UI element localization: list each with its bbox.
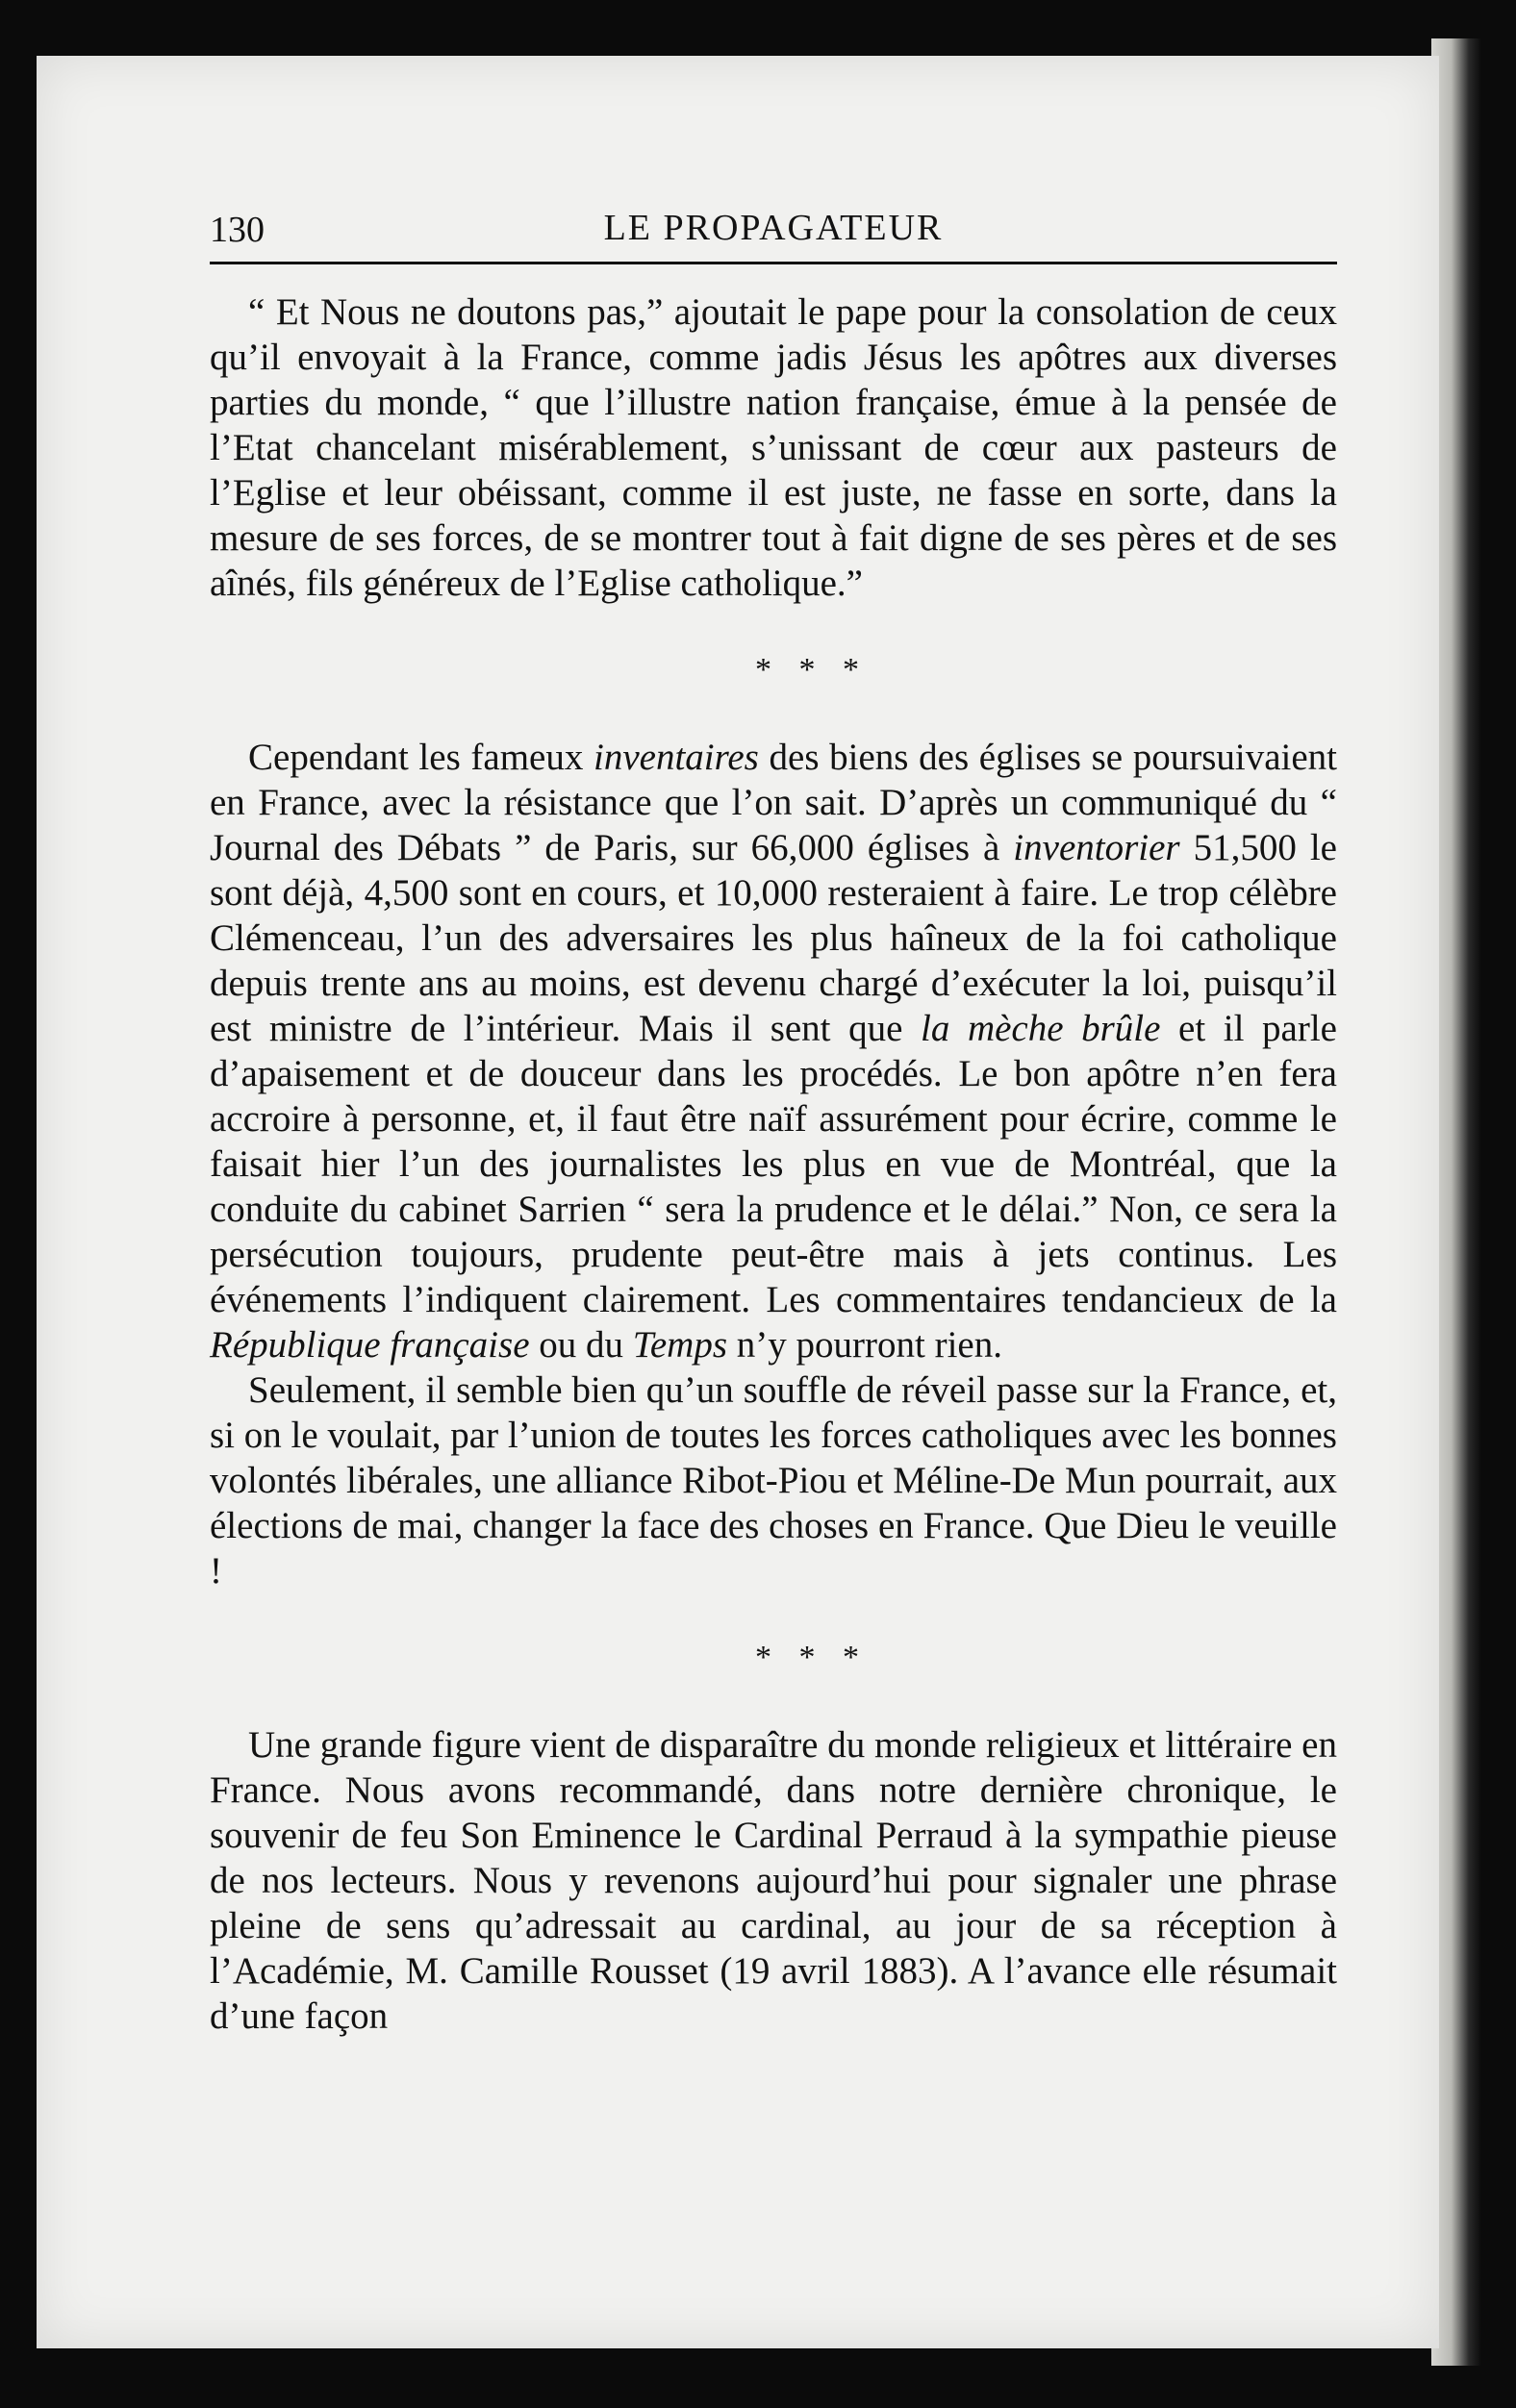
paragraph-inventaires — [210, 735, 1337, 1367]
paragraph-text: n’y pourront rien. — [727, 1324, 1002, 1366]
paragraph-text: 51,500 le sont déjà, 4,500 sont en cours, et 10,000 resteraient à faire. Le trop célèbre Clémenceau, l’un des adversaires les plus haîneux de la foi catholique depuis trente ans au moins, est devenu chargé d’exécuter la loi, puisqu’il est ministre de l’intérieur. Mais il sent que — [210, 827, 1337, 1049]
section-separator: * * * — [755, 1640, 869, 1675]
paragraph-text: ou du — [529, 1324, 633, 1366]
italic-term: inventorier — [1013, 827, 1180, 868]
paragraph-text: des biens des églises se poursuivaient en France, avec la résistance que l’on sait. D’après un communiqué du “ Journal des Débats ” de Paris, sur 66,000 églises à — [210, 737, 1337, 868]
paragraph-reveil: Seulement, il semble bien qu’un souffle de réveil passe sur la France, et, si on le voulait, par l’union de toutes les forces catholiques avec les bonnes volontés libérales, une alliance Ribot-Piou et Méline-De Mun pourrait, aux élections de mai, changer la face des choses en France. Que Dieu le veuille ! — [210, 1369, 1337, 1592]
header-rule — [210, 262, 1337, 264]
italic-term: inventaires — [594, 737, 759, 778]
italic-term: Temps — [632, 1324, 728, 1366]
page-content — [210, 188, 1337, 2039]
paragraph-text: Cependant les fameux — [248, 737, 594, 778]
page-number: 130 — [210, 210, 265, 250]
running-title: LE PROPAGATEUR — [603, 208, 944, 248]
paragraph-papal-quote: “ Et Nous ne doutons pas,” ajoutait le pape pour la consolation de ceux qu’il envoyait à la France, comme jadis Jésus les apôtres aux diverses parties du monde, “ que l’illustre nation française, émue à la pensée de l’Etat chancelant misérablement, s’unissant de cœur aux pasteurs de l’Eglise et leur obéissant, comme il est juste, ne fasse en sorte, dans la mesure de ses forces, de se montrer tout à fait digne de ses pères et de ses aînés, fils généreux de l’Eglise catholique.” — [210, 291, 1337, 604]
italic-term: la mèche brûle — [921, 1008, 1161, 1049]
section-separator: * * * — [755, 652, 869, 688]
italic-term: République française — [210, 1324, 530, 1366]
paragraph-cardinal-perraud: Une grande figure vient de disparaître du monde religieux et littéraire en France. Nous avons recommandé, dans notre dernière chronique, le souvenir de feu Son Eminence le Cardinal Perraud à la sympathie pieuse de nos lecteurs. Nous y revenons aujourd’hui pour signaler une phrase pleine de sens qu’adressait au cardinal, au jour de sa réception à l’Académie, M. Camille Rousset (19 avril 1883). A l’avance elle résumait d’une façon — [210, 1724, 1337, 2037]
page-header — [210, 188, 1337, 255]
paragraph-text: et il parle d’apaisement et de douceur dans les procédés. Le bon apôtre n’en fera accroire à personne, et, il faut être naïf assurément pour écrire, comme le faisait hier l’un des journalistes les plus en vue de Montréal, que la conduite du cabinet Sarrien “ sera la prudence et le délai.” Non, ce sera la persécution toujours, prudente peut-être mais à jets continus. Les événements l’indiquent clairement. Les commentaires tendancieux de la — [210, 1008, 1337, 1320]
